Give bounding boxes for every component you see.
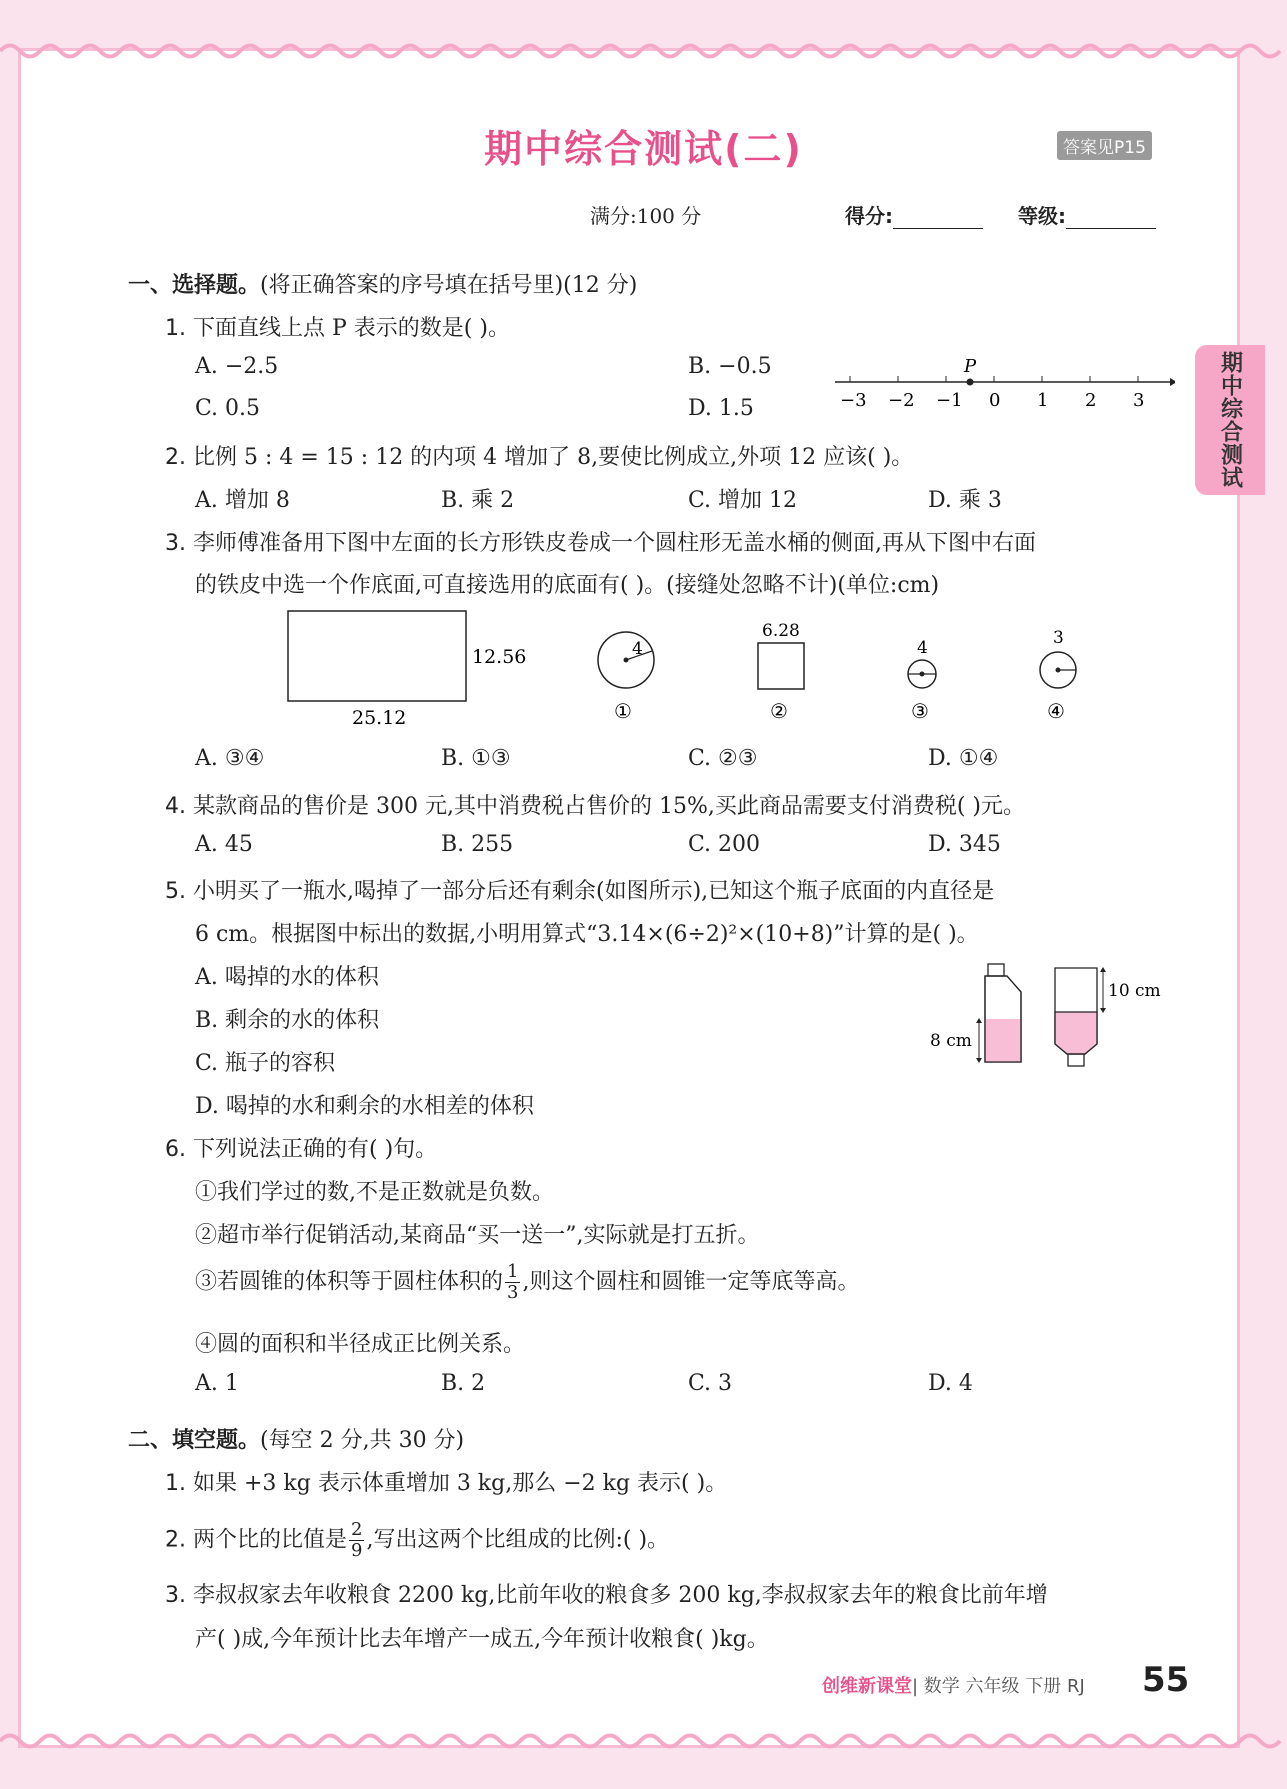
question-number: 4. [165,794,186,819]
rect-width-label: 25.12 [352,707,407,728]
question-number: 5. [165,879,186,904]
statement-3-pre: ③若圆锥的体积等于圆柱体积的 [195,1269,504,1295]
right-height-label: 10 cm [1108,981,1161,1001]
question-3 [165,526,1036,557]
question-text: 下列说法正确的有( )句。 [193,1137,438,1162]
tick-label: −2 [888,390,915,411]
page-title: 期中综合测试(二) [484,127,803,171]
shape-1-label: 4 [632,639,643,659]
statement-3 [195,1262,859,1303]
option-b[interactable]: B. −0.5 [688,354,772,379]
option-a[interactable]: A. 增加 8 [195,488,290,513]
question-4 [165,789,1025,820]
full-score-label: 满分:100 分 [590,204,702,228]
tick-label: 3 [1133,390,1145,411]
grade-field[interactable] [1018,200,1156,229]
question-number: 3. [165,1583,186,1608]
fraction-two-ninths: $\frac{2}{9}$ [351,1519,363,1561]
question-text: 李师傅准备用下图中左面的长方形铁皮卷成一个圆柱形无盖水桶的侧面,再从下图中右面 [193,531,1036,556]
shape-4-mark: ④ [1047,699,1065,723]
option-d[interactable]: D. 1.5 [688,396,754,421]
wavy-border-top [0,40,1287,62]
shape-1-mark: ① [614,699,632,723]
option-b[interactable]: B. 2 [441,1371,486,1396]
question-2 [165,440,913,471]
question-number: 3. [165,531,186,556]
option-b[interactable]: B. ①③ [441,746,511,771]
tick-label: 1 [1037,390,1049,411]
shape-3-label: 4 [917,638,928,658]
shape-3-mark: ③ [911,699,929,723]
question-text-pre: 两个比的比值是 [193,1527,348,1553]
option-b[interactable]: B. 255 [441,832,514,857]
section1-title: 一、选择题。 [128,273,261,298]
option-c[interactable]: C. 200 [688,832,761,857]
left-height-label: 8 cm [930,1031,972,1051]
question-1 [165,311,510,342]
point-p-label: P [964,356,977,377]
shape-4-label: 3 [1053,628,1064,648]
footer-info: | 数学 六年级 下册 RJ [912,1676,1085,1697]
question-text: 小明买了一瓶水,喝掉了一部分后还有剩余(如图所示),已知这个瓶子底面的内直径是 [193,879,995,904]
section2-title: 二、填空题。 [128,1428,261,1453]
tick-label: 0 [989,390,1001,411]
sheet-metal-figure [280,608,1080,728]
question-5-line2: 6 cm。根据图中标出的数据,小明用算式“3.14×(6÷2)²×(10+8)”计算的是( )。 [195,922,979,947]
option-a[interactable]: A. ③④ [195,746,265,771]
option-d[interactable]: D. 喝掉的水和剩余的水相差的体积 [195,1094,534,1119]
answer-reference-badge: 答案见P15 [1057,131,1152,160]
question-number: 2. [165,445,186,470]
option-a[interactable]: A. −2.5 [195,354,279,379]
page-number: 55 [1142,1660,1190,1700]
fill-question-3 [165,1578,1048,1609]
option-a[interactable]: A. 喝掉的水的体积 [195,965,379,990]
square-shape-2 [758,643,804,689]
tick-label: −3 [840,390,867,411]
fill-question-2 [165,1520,669,1561]
question-text[interactable]: 如果 +3 kg 表示体重增加 3 kg,那么 −2 kg 表示( )。 [193,1471,728,1496]
rect-height-label: 12.56 [472,646,527,668]
question-5 [165,874,994,905]
statement-2: ②超市举行促销活动,某商品“买一送一”,实际就是打五折。 [195,1223,760,1248]
option-d[interactable]: D. ①④ [928,746,999,771]
remaining-water [985,1019,1021,1062]
statement-1: ①我们学过的数,不是正数就是负数。 [195,1180,554,1205]
question-number: 6. [165,1137,186,1162]
question-text: 李叔叔家去年收粮食 2200 kg,比前年收的粮食多 200 kg,李叔叔家去年的粮食比前年增 [193,1583,1048,1608]
option-c[interactable]: C. 瓶子的容积 [195,1051,336,1076]
option-a[interactable]: A. 1 [195,1371,239,1396]
section1-heading [128,268,637,299]
question-text-post[interactable]: ,写出这两个比组成的比例:( )。 [366,1527,670,1553]
question-number: 1. [165,316,186,341]
bottle-cap [988,964,1004,976]
question-text: 比例 5 : 4 = 15 : 12 的内项 4 增加了 8,要使比例成立,外项 12 应该( )。 [193,445,914,470]
option-c[interactable]: C. 增加 12 [688,488,798,513]
option-c[interactable]: C. 0.5 [195,396,261,421]
rectangle-sheet [288,611,466,701]
number-line-figure [830,352,1175,414]
option-d[interactable]: D. 4 [928,1371,973,1396]
question-text: 某款商品的售价是 300 元,其中消费税占售价的 15%,买此商品需要支付消费税( )元。 [193,794,1026,819]
option-b[interactable]: B. 乘 2 [441,488,515,513]
footer-brand: 创维新课堂 [822,1676,912,1697]
question-number: 2. [165,1527,186,1553]
option-d[interactable]: D. 345 [928,832,1001,857]
fill-question-3-line2[interactable]: 产( )成,今年预计比去年增产一成五,今年预计收粮食( )kg。 [195,1627,769,1652]
grade-blank[interactable] [1066,208,1156,229]
water-bottle-figure [925,958,1170,1073]
question-6 [165,1132,437,1163]
statement-3-post: ,则这个圆柱和圆锥一定等底等高。 [522,1269,860,1295]
inverted-water [1055,1012,1097,1054]
option-d[interactable]: D. 乘 3 [928,488,1002,513]
tick-label: −1 [936,390,963,411]
score-blank[interactable] [893,208,983,229]
option-b[interactable]: B. 剩余的水的体积 [195,1008,380,1033]
section2-heading [128,1423,464,1454]
wavy-border-bottom [0,1730,1287,1752]
tick-label: 2 [1085,390,1097,411]
question-number: 1. [165,1471,186,1496]
question-3-line2: 的铁皮中选一个作底面,可直接选用的底面有( )。(接缝处忽略不计)(单位:cm) [195,573,940,598]
question-text: 下面直线上点 P 表示的数是( )。 [193,316,510,341]
footer [822,1672,1085,1698]
point-p [967,379,974,386]
statement-4: ④圆的面积和半径成正比例关系。 [195,1332,526,1357]
option-c[interactable]: C. ②③ [688,746,758,771]
section1-note: (将正确答案的序号填在括号里)(12 分) [260,273,638,298]
section2-note: (每空 2 分,共 30 分) [260,1428,465,1453]
fill-question-1 [165,1466,727,1497]
shape-2-label: 6.28 [762,621,800,641]
grade-label: 等级: [1018,204,1066,228]
shape-2-mark: ② [770,699,788,723]
score-label: 得分: [845,204,893,228]
number-line-ticks [850,376,1138,382]
fraction-one-third: $\frac{1}{3}$ [507,1261,519,1303]
score-field[interactable] [845,200,983,229]
option-a[interactable]: A. 45 [195,832,253,857]
arrow-icon [1170,378,1175,386]
option-c[interactable]: C. 3 [688,1371,733,1396]
side-tab: 期中综合测试 [1195,345,1265,495]
